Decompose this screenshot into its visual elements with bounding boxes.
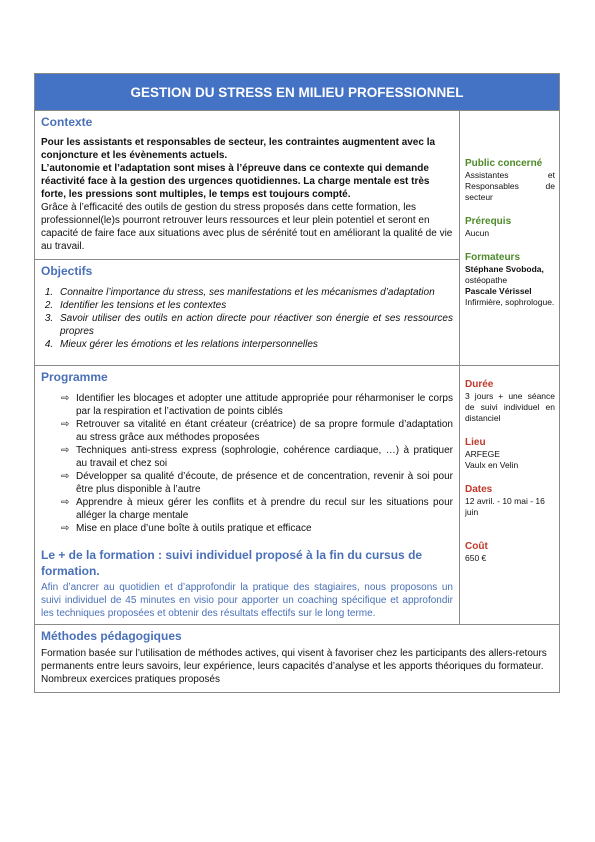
public-block [465, 157, 555, 203]
programme-item [61, 444, 453, 470]
duree-value: 3 jours + une séance de suivi individuel en distanciel [465, 391, 555, 423]
side-column-top [460, 111, 559, 365]
programme-item-text: Apprendre à mieux gérer les conflits et à prendre du recul sur les situations pour alléger la charge mentale [76, 497, 453, 521]
formateurs-label: Formateurs [465, 252, 521, 263]
formateur-name: Stéphane Svoboda, [465, 264, 544, 274]
programme-item [61, 522, 453, 535]
programme-item-text: Techniques anti-stress express (sophrologie, cohérence cardiaque, …) à pratiquer au travail et chez soi [76, 445, 453, 469]
arrow-right-icon: ⇨ [61, 393, 70, 404]
row-context-objectives [35, 111, 559, 366]
prerequis-value: Aucun [465, 228, 490, 238]
methodes-heading: Méthodes pédagogiques [41, 629, 182, 643]
arrow-right-icon: ⇨ [61, 471, 70, 482]
programme-item-text: Identifier les blocages et adopter une attitude appropriée pour réharmoniser le corps par la respiration et l’activation de points ciblés [76, 393, 453, 417]
formateur-name: Pascale Vérissel [465, 286, 532, 296]
document-title: GESTION DU STRESS EN MILIEU PROFESSIONNEL [35, 74, 559, 111]
section-programme [35, 366, 459, 624]
programme-list [41, 392, 453, 535]
formateurs-block [465, 251, 555, 308]
arrow-right-icon: ⇨ [61, 445, 70, 456]
objectifs-list [41, 286, 453, 351]
training-sheet [34, 73, 560, 693]
row-methodes [35, 625, 559, 692]
programme-item-text: Développer sa qualité d’écoute, de présence et de concentration, revenir à soi pour être plus disponible à l’autre [76, 471, 453, 495]
contexte-heading: Contexte [41, 115, 93, 129]
arrow-right-icon: ⇨ [61, 419, 70, 430]
lieu-label: Lieu [465, 437, 486, 448]
lieu-line: ARFEGE [465, 449, 500, 459]
prerequis-label: Prérequis [465, 216, 512, 227]
section-methodes [35, 625, 559, 692]
section-contexte [35, 111, 459, 259]
objectif-item: 1. Connaitre l’importance du stress, ses manifestations et les mécanismes d’adaptation [56, 286, 453, 299]
lieu-line: Vaulx en Velin [465, 460, 519, 470]
side-column-practical [460, 366, 559, 624]
programme-item-text: Mise en place d’une boîte à outils pratique et efficace [76, 523, 312, 534]
prerequis-block [465, 215, 555, 239]
public-value: Assistantes et Responsables de secteur [465, 170, 555, 202]
duree-block [465, 378, 555, 424]
arrow-right-icon: ⇨ [61, 523, 70, 534]
programme-item [61, 392, 453, 418]
objectif-item: 4. Mieux gérer les émotions et les relations interpersonnelles [56, 338, 453, 351]
formateur-role: Infirmière, sophrologue. [465, 297, 555, 307]
main-column-top [35, 111, 460, 365]
cout-value: 650 € [465, 553, 487, 563]
contexte-body: Grâce à l’efficacité des outils de gestion du stress proposés dans cette formation, les professionnel(le)s pourront retrouver leurs ressources et leur plein potentiel et seront en capacité de faire face aux situations avec plus de sérénité tout en améliorant la qualité de vie au travail. [41, 202, 453, 252]
arrow-right-icon: ⇨ [61, 497, 70, 508]
cout-block [465, 540, 555, 564]
objectif-item: 2. Identifier les tensions et les contextes [56, 299, 453, 312]
plus-formation-body: Afin d’ancrer au quotidien et d’approfondir la pratique des stagiaires, nous proposons un suivi individuel de 45 minutes en visio pour apporter un coaching spécifique et approfondir les techniques proposées et obtenir des résultats effectifs sur le long terme. [41, 582, 453, 619]
programme-item [61, 418, 453, 444]
cout-label: Coût [465, 541, 488, 552]
section-objectifs [35, 259, 459, 365]
objectif-item: 3. Savoir utiliser des outils en action directe pour réactiver son énergie et ses ressources propres [56, 312, 453, 338]
plus-formation-title: Le + de la formation : suivi individuel proposé à la fin du cursus de formation. [41, 548, 423, 578]
programme-item [61, 470, 453, 496]
methodes-body: Formation basée sur l’utilisation de méthodes actives, qui visent à favoriser chez les participants des allers-retours permanents entre leurs savoirs, leur expérience, leurs capacités d’analyse et les apports théoriques du formateur. Nombreux exercices pratiques proposés [41, 648, 547, 685]
public-label: Public concerné [465, 158, 543, 169]
dates-label: Dates [465, 484, 493, 495]
main-column-programme [35, 366, 460, 624]
contexte-bold-line-1: Pour les assistants et responsables de secteur, les contraintes augmentent avec la conjoncture et les évènements actuels. [41, 137, 436, 161]
dates-block [465, 483, 555, 518]
contexte-bold-line-2: L’autonomie et l’adaptation sont mises à l’épreuve dans ce contexte qui demande réactivité face à la gestion des urgences quotidiennes. La charge mentale est très forte, les pressions sont multiples, le temps est toujours compté. [41, 163, 430, 200]
formateur-role: ostéopathe [465, 275, 508, 285]
programme-item [61, 496, 453, 522]
duree-label: Durée [465, 379, 494, 390]
row-programme [35, 366, 559, 625]
programme-heading: Programme [41, 370, 108, 384]
programme-item-text: Retrouver sa vitalité en étant créateur (créatrice) de sa propre formule d’adaptation au stress grâce aux méthodes proposées [76, 419, 453, 443]
dates-value: 12 avril. - 10 mai - 16 juin [465, 496, 545, 517]
objectifs-heading: Objectifs [41, 264, 93, 278]
lieu-block [465, 436, 555, 471]
